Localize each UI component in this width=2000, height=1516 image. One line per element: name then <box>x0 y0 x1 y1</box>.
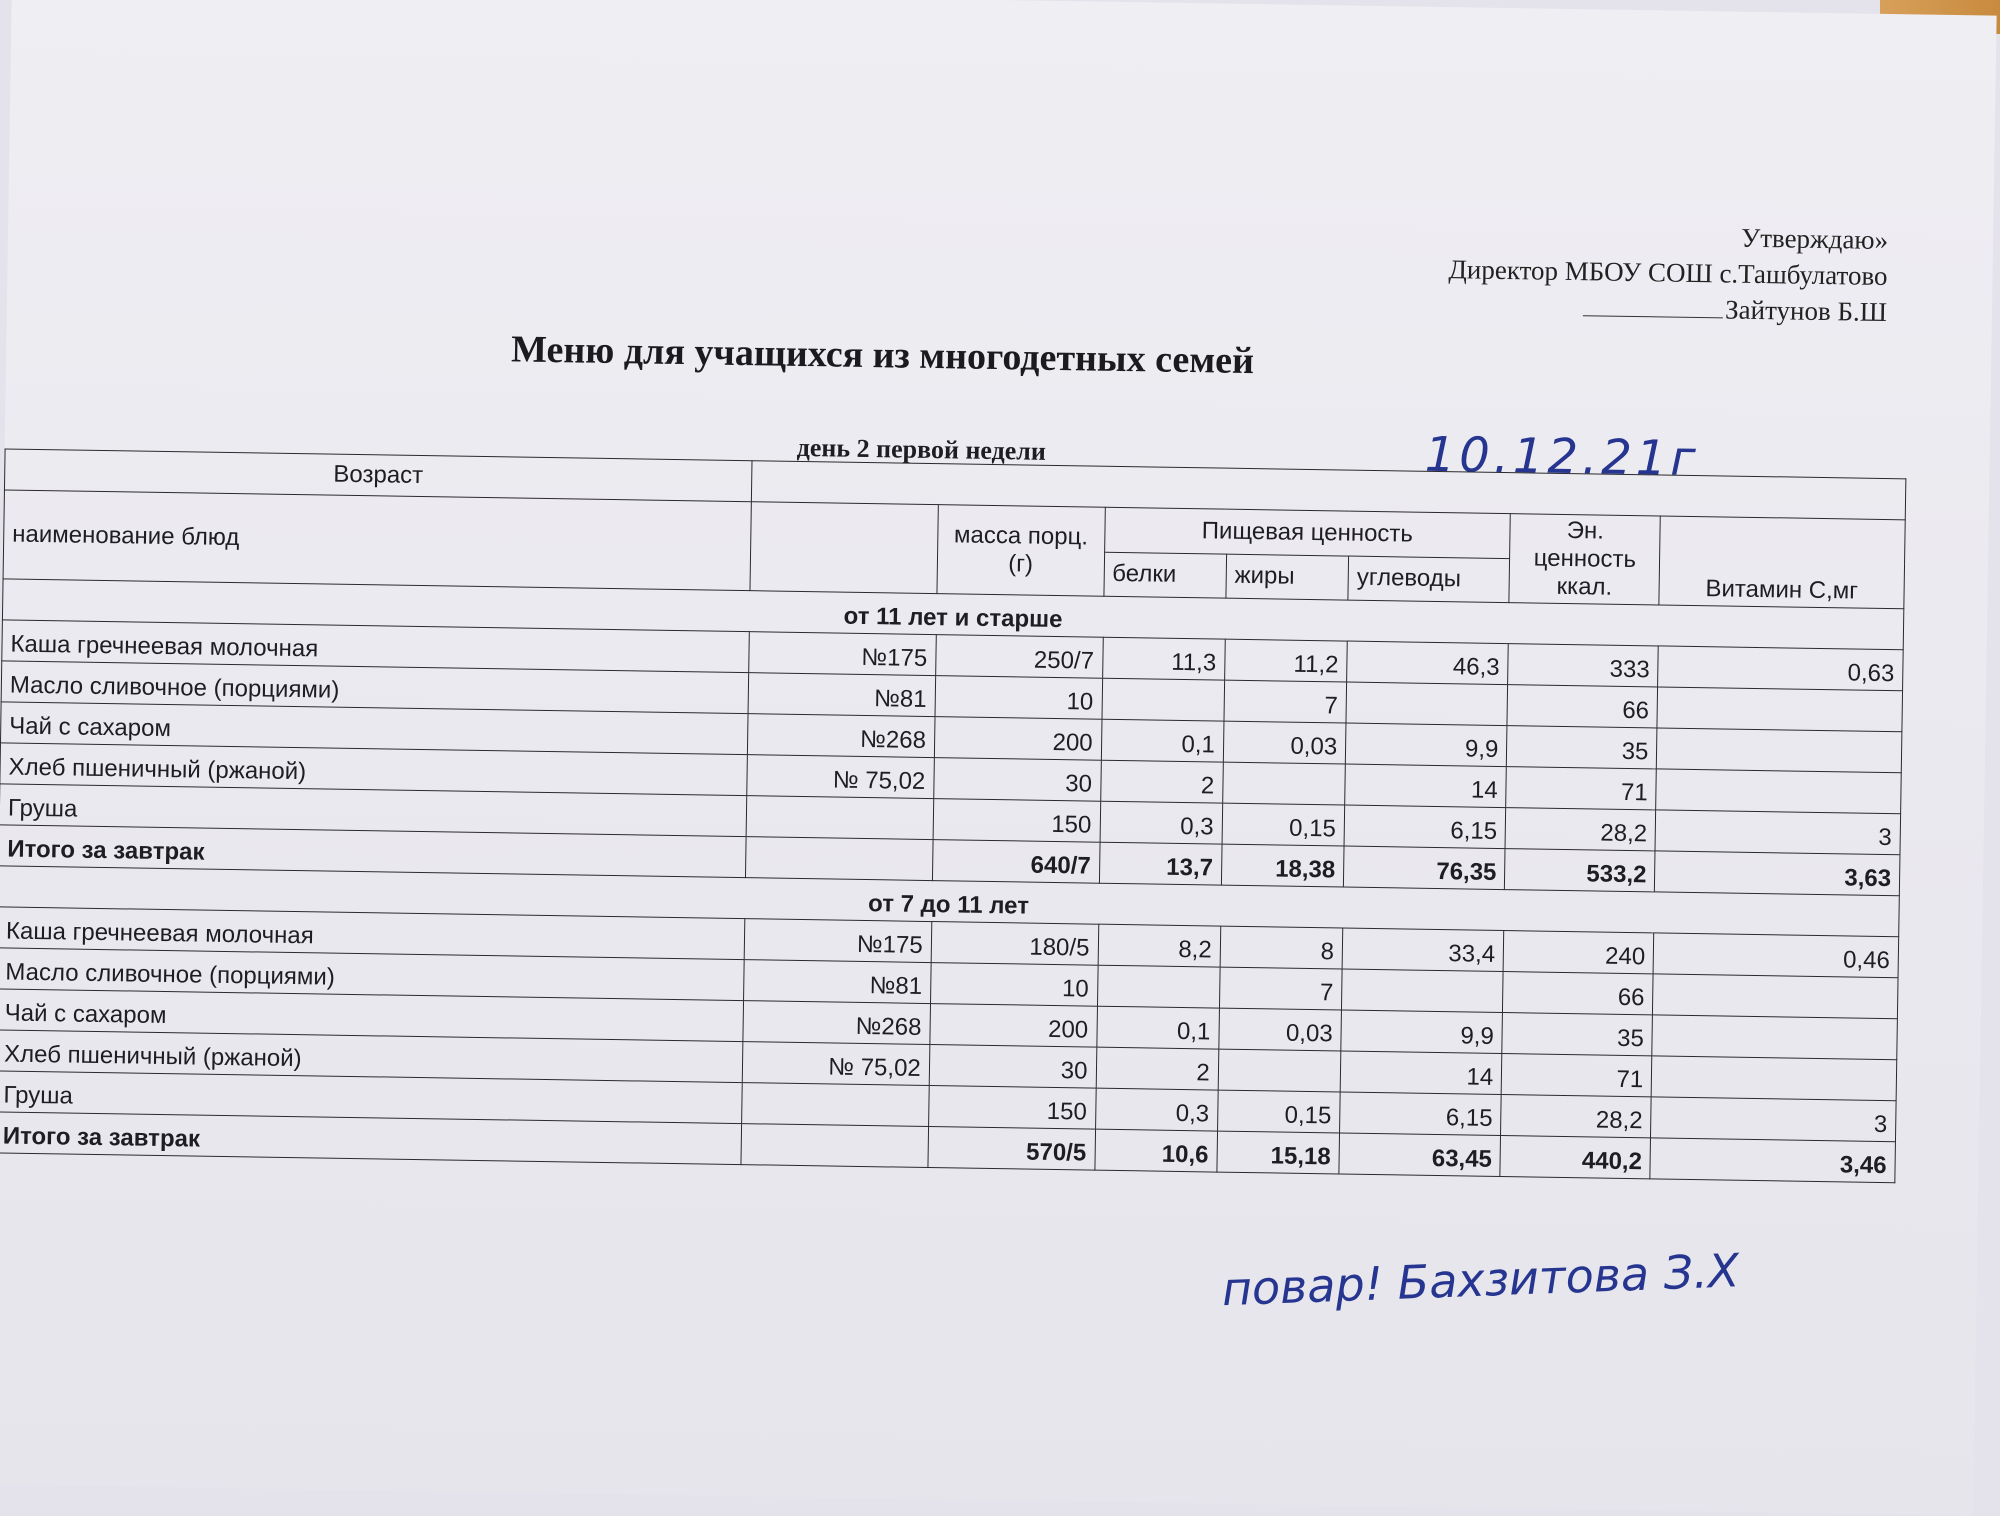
cell-code: №175 <box>744 919 931 963</box>
page-title: Меню для учащихся из многодетных семей <box>510 328 1255 383</box>
cell-fats: 11,2 <box>1224 639 1347 682</box>
cell-vitamin: 3,46 <box>1650 1138 1895 1183</box>
header-mass: масса порц. (г) <box>937 505 1105 597</box>
age-group-label: от 7 до 11 лет <box>0 866 1899 937</box>
cell-fats: 0,15 <box>1217 1090 1340 1133</box>
cell-code: №175 <box>749 632 936 676</box>
cell-vitamin: 3,63 <box>1655 851 1900 896</box>
cell-fats: 18,38 <box>1221 844 1344 887</box>
cell-code: №81 <box>748 673 935 717</box>
cell-carbs: 76,35 <box>1343 846 1505 890</box>
header-vitamin: Витамин С,мг <box>1659 516 1905 609</box>
cell-mass: 10 <box>930 963 1097 1007</box>
cell-carbs: 6,15 <box>1344 805 1506 849</box>
cell-mass: 200 <box>930 1004 1097 1048</box>
cell-code <box>742 1083 929 1127</box>
cell-fats: 0,03 <box>1219 1008 1342 1051</box>
header-age: Возраст <box>4 449 752 502</box>
cell-proteins: 0,3 <box>1100 801 1223 844</box>
cell-name: Каша гречнеевая молочная <box>0 907 745 960</box>
handwritten-date: 10.12.21г <box>1424 426 1701 488</box>
cell-carbs <box>1342 969 1504 1013</box>
cell-proteins: 8,2 <box>1098 924 1221 967</box>
cell-fats: 7 <box>1219 967 1342 1010</box>
cell-name: Масло сливочное (порциями) <box>1 661 749 714</box>
header-fats: жиры <box>1226 554 1349 600</box>
cell-proteins: 11,3 <box>1102 637 1225 680</box>
cell-carbs: 9,9 <box>1341 1010 1503 1054</box>
cell-energy: 240 <box>1503 931 1654 974</box>
cell-fats: 15,18 <box>1217 1131 1340 1174</box>
approval-line-2: Директор МБОУ СОШ с.Ташбулатово <box>1448 254 1888 291</box>
cell-proteins: 2 <box>1096 1047 1219 1090</box>
signature-line <box>1583 295 1723 318</box>
director-name: Зайтунов Б.Ш <box>1724 294 1888 327</box>
cell-energy: 440,2 <box>1500 1136 1651 1179</box>
cell-energy: 35 <box>1507 726 1658 769</box>
cell-fats: 0,15 <box>1222 803 1345 846</box>
header-dish-name: наименование блюд <box>3 490 751 591</box>
header-proteins: белки <box>1103 552 1226 598</box>
cell-vitamin: 0,46 <box>1653 933 1898 978</box>
menu-table <box>0 448 1906 1183</box>
cell-energy: 533,2 <box>1505 849 1656 892</box>
cell-name: Чай с сахаром <box>0 989 744 1042</box>
cell-name: Итого за завтрак <box>0 1112 742 1165</box>
cell-proteins <box>1102 678 1225 721</box>
age-group-label: от 11 лет и старше <box>2 579 1903 650</box>
cell-proteins: 2 <box>1100 760 1223 803</box>
day-label: день 2 первой недели <box>796 432 1047 466</box>
cell-mass: 250/7 <box>935 635 1102 679</box>
cell-vitamin: 3 <box>1655 810 1900 855</box>
cell-fats: 0,03 <box>1223 721 1346 764</box>
cell-carbs: 14 <box>1345 764 1507 808</box>
cell-vitamin <box>1653 974 1898 1019</box>
cell-vitamin <box>1656 769 1901 814</box>
cell-carbs: 9,9 <box>1345 723 1507 767</box>
cell-name: Каша гречнеевая молочная <box>2 620 750 673</box>
cell-carbs: 6,15 <box>1340 1092 1502 1136</box>
cell-mass: 150 <box>928 1086 1095 1130</box>
cell-mass: 150 <box>933 799 1100 843</box>
approval-line-1: Утверждаю» <box>1740 222 1889 256</box>
cell-code: № 75,02 <box>742 1042 929 1086</box>
cell-vitamin <box>1657 687 1902 732</box>
cell-proteins: 13,7 <box>1099 842 1222 885</box>
cell-mass: 180/5 <box>931 922 1098 966</box>
cell-proteins: 0,1 <box>1096 1006 1219 1049</box>
cell-proteins <box>1097 965 1220 1008</box>
cell-fats: 8 <box>1220 926 1343 969</box>
cell-fats: 7 <box>1224 680 1347 723</box>
cell-proteins: 10,6 <box>1094 1129 1217 1172</box>
cell-fats <box>1222 762 1345 805</box>
header-energy: Эн. ценность ккал. <box>1509 514 1660 605</box>
cell-fats <box>1218 1049 1341 1092</box>
cell-proteins: 0,3 <box>1095 1088 1218 1131</box>
approval-line-3 <box>1448 287 1888 330</box>
menu-body <box>0 579 1904 1183</box>
cell-energy: 71 <box>1501 1054 1652 1097</box>
cell-energy: 71 <box>1506 767 1657 810</box>
header-nutrition: Пищевая ценность <box>1104 507 1510 558</box>
cell-code: № 75,02 <box>747 755 934 799</box>
cell-code <box>746 796 933 840</box>
cell-energy: 333 <box>1508 644 1659 687</box>
cell-code <box>745 837 932 881</box>
header-carbs: углеводы <box>1348 556 1510 603</box>
handwritten-cook-signature: повар! Бахзитова З.Х <box>1220 1243 1741 1317</box>
cell-carbs <box>1346 682 1508 726</box>
cell-vitamin: 0,63 <box>1658 646 1903 691</box>
cell-mass: 570/5 <box>928 1127 1095 1171</box>
cell-carbs: 33,4 <box>1342 928 1504 972</box>
cell-name: Чай с сахаром <box>0 702 748 755</box>
cell-name: Хлеб пшеничный (ржаной) <box>0 743 747 796</box>
approval-block <box>1448 215 1889 330</box>
cell-mass: 10 <box>935 676 1102 720</box>
cell-vitamin <box>1652 1015 1897 1060</box>
cell-mass: 640/7 <box>932 840 1099 884</box>
cell-name: Итого за завтрак <box>0 825 746 878</box>
cell-energy: 66 <box>1503 972 1654 1015</box>
cell-energy: 28,2 <box>1505 808 1656 851</box>
cell-code: №81 <box>744 960 931 1004</box>
cell-carbs: 14 <box>1340 1051 1502 1095</box>
cell-vitamin <box>1651 1056 1896 1101</box>
cell-code: №268 <box>747 714 934 758</box>
cell-energy: 35 <box>1502 1013 1653 1056</box>
cell-name: Хлеб пшеничный (ржаной) <box>0 1030 743 1083</box>
cell-code <box>741 1124 928 1168</box>
cell-energy: 66 <box>1507 685 1658 728</box>
cell-energy: 28,2 <box>1501 1095 1652 1138</box>
cell-vitamin <box>1657 728 1902 773</box>
cell-mass: 30 <box>934 758 1101 802</box>
cell-name: Масло сливочное (порциями) <box>0 948 744 1001</box>
cell-carbs: 46,3 <box>1347 641 1509 685</box>
cell-mass: 200 <box>934 717 1101 761</box>
cell-proteins: 0,1 <box>1101 719 1224 762</box>
cell-carbs: 63,45 <box>1339 1133 1501 1177</box>
cell-name: Груша <box>0 784 747 837</box>
header-code <box>750 502 938 594</box>
cell-mass: 30 <box>929 1045 1096 1089</box>
cell-code: №268 <box>743 1001 930 1045</box>
cell-name: Груша <box>0 1071 742 1124</box>
cell-vitamin: 3 <box>1651 1097 1896 1142</box>
